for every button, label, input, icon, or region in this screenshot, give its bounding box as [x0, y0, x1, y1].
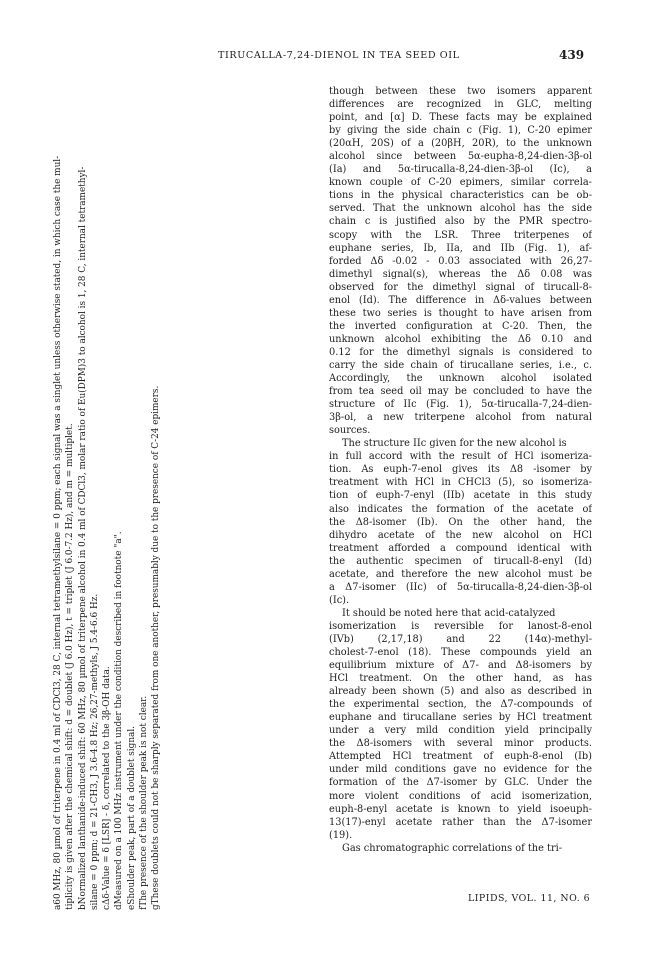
- body-line: euphane and tirucallane series by HCl treatment: [329, 712, 592, 724]
- running-title: TIRUCALLA-7,24-DIENOL IN TEA SEED OIL: [218, 50, 460, 61]
- footnote-line: a60 MHz, 80 µmol of triterpene in 0.4 ml of CDCl3, 28 C, internal tetramethylsilane = 0 ppm; each signal was a singlet unless otherwise stated, in which case the mul-: [53, 155, 63, 910]
- body-line: dimethyl signal(s), whereas the Δδ 0.08 was: [329, 268, 592, 280]
- journal-footer: LIPIDS, VOL. 11, NO. 6: [468, 893, 591, 904]
- body-line: though between these two isomers apparent: [329, 86, 592, 97]
- footnote-line: fThe presence of the shoulder peak is not clear.: [139, 695, 150, 910]
- body-line: by giving the side chain c (Fig. 1), C-20 epimer: [329, 125, 592, 137]
- footnote-line: dMeasured on a 100 MHz instrument under the condition described in footnote "a".: [114, 531, 125, 910]
- body-line: (Ia) and 5α-tirucalla-8,24-dien-3β-ol (Ic), a: [329, 164, 592, 176]
- footnote-line: eShoulder peak, part of a doublet signal.: [126, 726, 137, 910]
- body-line: under mild conditions gave no evidence for the: [329, 764, 592, 776]
- body-line: (19).: [329, 829, 353, 841]
- body-line: the authentic specimen of tirucall-8-enyl (Id): [329, 555, 592, 567]
- body-line: cholest-7-enol (18). These compounds yield an: [329, 647, 592, 659]
- body-line: a Δ7-isomer (IIc) of 5α-tirucalla-8,24-dien-3β-ol: [329, 581, 592, 593]
- body-line: equilibrium mixture of Δ7- and Δ8-isomers by: [329, 660, 592, 672]
- footnote-line: bNormalized lanthanide-induced shift: 60 MHz, 80 µmol of triterpene alcohol in 0.4 ml of CDCl3, molar ratio of Eu(DPM)3 to alcohol is 1, 28 C, internal tetramethyl-: [77, 166, 88, 910]
- body-line: the inverted configuration at C-20. Then, the: [329, 320, 592, 332]
- body-line: the Δ8-isomers with several minor products.: [329, 738, 592, 750]
- body-line: tions in the physical characteristics can be ob-: [329, 190, 592, 202]
- body-line: more violent conditions of acid isomerization,: [329, 790, 592, 802]
- body-line: alcohol since between 5α-eupha-8,24-dien-3β-ol: [329, 151, 592, 163]
- body-line: dihydro acetate of the new alcohol on HCl: [329, 529, 592, 541]
- body-line: scopy with the LSR. Three triterpenes of: [329, 229, 592, 241]
- footnote-line: tiplicity is given after the chemical shift: d = doublet (J 6.0 Hz), t = triplet (J 6.0-7.2 Hz), and m = multiplet.: [65, 423, 76, 910]
- body-line: treatment with HCl in CHCl3 (5), so isomeriza-: [329, 477, 592, 489]
- body-line: the Δ8-isomer (Ib). On the other hand, the: [329, 516, 592, 528]
- body-line: HCl treatment. On the other hand, as has: [329, 673, 592, 685]
- body-line: in full accord with the result of HCl isomeriza-: [329, 451, 592, 463]
- body-line: formation of the Δ7-isomer by GLC. Under the: [329, 777, 592, 789]
- body-line: euph-8-enyl acetate is known to yield isoeuph-: [329, 803, 592, 815]
- body-line: sources.: [329, 425, 371, 437]
- body-line: (IVb) (2,17,18) and 22 (14α)-methyl-: [329, 633, 592, 645]
- body-line: forded Δδ -0.02 - 0.03 associated with 26,27-: [329, 255, 592, 267]
- body-line: already been shown (5) and also as described in: [329, 686, 592, 698]
- body-line: under a very mild condition yield principally: [329, 725, 592, 737]
- body-line: point, and [α] D. These facts may be explained: [329, 112, 592, 124]
- body-line: treatment afforded a compound identical with: [329, 542, 592, 554]
- body-line: 13(17)-enyl acetate rather than the Δ7-isomer: [329, 816, 592, 828]
- footnote-line: cΔδ-Value = δ [LSR] - δ, correlated to the 3β-OH data.: [102, 666, 113, 910]
- table-footnotes-rotated: [52, 50, 172, 910]
- footnote-line: gThese doublets could not be sharply separated from one another, presumably due to the presence of C-24 epimers.: [151, 385, 162, 910]
- body-line: tion of euph-7-enyl (IIb) acetate in this study: [329, 490, 592, 502]
- body-line: known couple of C-20 epimers, similar correla-: [329, 177, 592, 189]
- body-line: served. That the unknown alcohol has the side: [329, 203, 592, 215]
- body-text-column: [329, 85, 592, 875]
- body-line: It should be noted here that acid-catalyzed: [342, 607, 556, 619]
- body-line: euphane series, Ib, IIa, and IIb (Fig. 1), af-: [329, 242, 592, 254]
- body-line: unknown alcohol exhibiting the Δδ 0.10 and: [329, 333, 592, 345]
- body-line: tion. As euph-7-enol gives its Δ8 -isomer by: [329, 464, 592, 476]
- body-line: structure of IIc (Fig. 1), 5α-tirucalla-7,24-dien-: [329, 399, 592, 411]
- footnote-line: silane = 0 ppm; d = 21-CH3, J 3.6-4.8 Hz; 26,27-methyls, J 5.4-6.6 Hz.: [89, 593, 100, 910]
- page-number: 439: [559, 48, 585, 62]
- body-line: differences are recognized in GLC, melting: [329, 99, 592, 111]
- body-line: enol (Id). The difference in Δδ-values between: [329, 294, 592, 306]
- body-line: observed for the dimethyl signal of tirucall-8-: [329, 281, 592, 293]
- body-line: Attempted HCl treatment of euph-8-enol (Ib): [329, 751, 592, 763]
- body-line: (20αH, 20S) of a (20βH, 20R), to the unknown: [329, 138, 592, 150]
- body-line: Gas chromatographic correlations of the tri-: [342, 842, 563, 854]
- table-footnotes: [52, 50, 172, 920]
- body-line: also indicates the formation of the acetate of: [329, 503, 592, 515]
- body-line: 0.12 for the dimethyl signals is considered to: [329, 346, 592, 358]
- body-line: (Ic).: [329, 594, 350, 606]
- body-line: the experimental section, the Δ7-compounds of: [329, 699, 592, 711]
- body-line: carry the side chain of tirucallane series, i.e., c.: [329, 359, 592, 371]
- body-line: The structure IIc given for the new alcohol is: [342, 438, 567, 450]
- body-line: isomerization is reversible for lanost-8-enol: [329, 620, 592, 632]
- body-line: from tea seed oil may be concluded to have the: [329, 386, 592, 398]
- body-line: 3β-ol, a new triterpene alcohol from natural: [329, 412, 592, 424]
- body-line: these two series is thought to have arisen from: [329, 307, 592, 319]
- body-line: acetate, and therefore the new alcohol must be: [329, 568, 592, 580]
- body-line: chain c is justified also by the PMR spectro-: [329, 216, 592, 228]
- body-line: Accordingly, the unknown alcohol isolated: [329, 373, 592, 385]
